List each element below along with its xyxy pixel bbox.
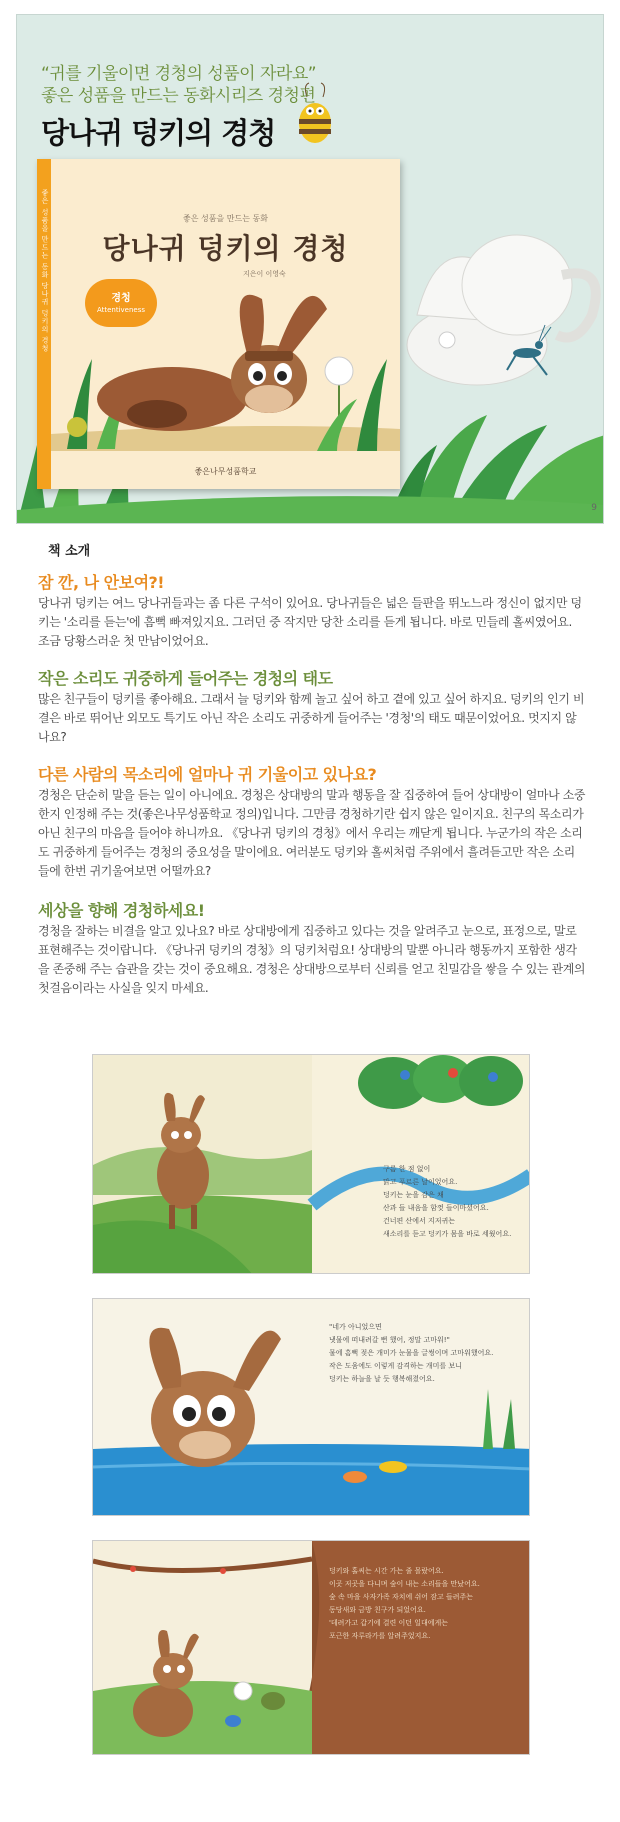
caption-line: "네가 아니었으면 — [329, 1323, 382, 1331]
book-cover-illustration — [37, 159, 400, 489]
section-heading-2: 작은 소리도 귀중하게 들어주는 경청의 태도 — [38, 669, 333, 688]
caption-line: 작은 도움에도 이렇게 감격하는 개미를 보니 — [329, 1362, 462, 1370]
caption-line: 새소리를 듣고 덩키가 몸을 바로 세웠어요. — [383, 1230, 512, 1238]
hero-quote-line2: 좋은 성품을 만드는 동화시리즈 경청편 — [41, 86, 316, 106]
section-label: 책 소개 — [48, 544, 91, 559]
caption-line: 덩키는 눈을 감은 채 — [383, 1191, 444, 1199]
book-spread-1 — [92, 1054, 530, 1274]
caption-line: 덩키는 하늘을 날 듯 행복해졌어요. — [329, 1375, 435, 1383]
caption-line: 이곳 저곳을 다니며 숲이 내는 소리들을 만났어요. — [329, 1580, 480, 1588]
caption-line: 물에 흠뻑 젖은 개미가 눈물을 글썽이며 고마워했어요. — [329, 1349, 494, 1357]
caption-line: 포근한 자루라가를 알려주었지요. — [329, 1632, 431, 1640]
spread-1-caption — [383, 1163, 511, 1241]
caption-line: '데려가고 갑기에 결련 이던 일대에게는 — [329, 1619, 449, 1627]
caption-line: 숲 속 마을 사자가족 자치에 쉬어 잠고 들려주는 — [329, 1593, 474, 1601]
book-title: 당나귀 덩키의 경청 — [102, 232, 349, 265]
hero-page-number: 9 — [591, 503, 597, 513]
caption-line: 맑고 푸르른 날이었어요. — [383, 1178, 458, 1186]
book-badge-en: Attentiveness — [96, 306, 146, 314]
spread-2-caption — [329, 1321, 493, 1386]
section-text-2: 많은 친구들이 덩키를 좋아해요. 그래서 늘 덩키와 함께 놀고 싶어 하고 곁에 있고 싶어 하지요. 덩키의 인기 비결은 바로 뛰어난 외모도 특기도 아닌 작은 소리도 귀중하게 들어주는 '경청'의 태도 때문이었어요. 멋지지 않나요? — [38, 692, 585, 744]
caption-line: 건너편 산에서 지저귀는 — [383, 1217, 456, 1225]
spread-3-caption — [329, 1565, 480, 1643]
section-text-3: 경청은 단순히 말을 듣는 일이 아니에요. 경청은 상대방의 말과 행동을 잘 집중하여 들어 상대방이 얼마나 소중한지 인정해 주는 것(좋은나무성품학교 정의)입니다. 그만큼 경청하기란 쉽지 않은 일이지요. 친구의 목소리가 아닌 친구의 마음을 들어야 하니까요. 《당나귀 덩키의 경청》에서 우리는 깨닫게 됩니다. 누군가의 작은 소리도 귀중하게 들어주는 경청의 중요성을 말이에요. 여러분도 덩키와 홀씨처럼 주위에서 흘려듣고만 작은 소리들에 한번 귀기울여보면 어떨까요? — [38, 788, 586, 878]
section-text-4: 경청을 잘하는 비결을 알고 있나요? 바로 상대방에게 집중하고 있다는 것을 알려주고 눈으로, 표정으로, 말로 표현해주는 것이랍니다. 《당나귀 덩키의 경청》의 덩키처럼요! 상대방의 말뿐 아니라 행동까지 포함한 생각을 존중해 주는 습관을 갖는 것이 중요해요. 경청은 상대방으로부터 신뢰를 얻고 친밀감을 쌓을 수 있는 관계의 첫걸음이라는 사실을 잊지 마세요. — [38, 924, 586, 995]
caption-line: 동당새와 금방 친구가 되었어요. — [329, 1606, 426, 1614]
book-spine-text: 좋은 성품을 만드는 동화 당나귀 덩키의 경청 — [41, 189, 49, 353]
hero-title: 당나귀 덩키의 경청 — [41, 116, 276, 150]
caption-line: 냇물에 떠내려갈 뻔 했어, 정말 고마워!" — [329, 1336, 450, 1344]
book-author: 지은이 이영숙 — [243, 270, 286, 278]
book-badge-ko: 경청 — [111, 293, 131, 304]
section-heading-1: 잠 깐, 나 안보여?! — [38, 573, 165, 592]
caption-line: 산과 들 내음을 함껏 들이마셨어요. — [383, 1204, 489, 1212]
book-publisher: 좋은나무성품학교 — [194, 467, 257, 476]
hero-quote-line1: “귀를 기울이면 경청의 성품이 자라요” — [41, 64, 317, 84]
book-cover — [37, 159, 400, 489]
book-spread-2 — [92, 1298, 530, 1516]
book-series: 좋은 성품을 만드는 동화 — [183, 214, 268, 223]
section-text-1: 당나귀 덩키는 여느 당나귀들과는 좀 다른 구석이 있어요. 당나귀들은 넓은 들판을 뛰노느라 정신이 없지만 덩키는 '소리를 듣는'에 흠뻑 빠져있지요. 그러던 중 작지만 당찬 소리를 듣게 됩니다. 바로 민들레 홀씨였어요. 조금 당황스러운 첫 만남이었어요. — [38, 596, 582, 648]
caption-line: 덩키와 홀씨는 시간 가는 줄 몰랐어요. — [329, 1567, 444, 1575]
book-spread-3 — [92, 1540, 530, 1755]
hero-banner — [16, 14, 604, 524]
caption-line: 구름 한 점 없이 — [383, 1165, 431, 1173]
section-heading-3: 다른 사람의 목소리에 얼마나 귀 기울이고 있나요? — [38, 765, 377, 784]
section-heading-4: 세상을 향해 경청하세요! — [38, 901, 205, 920]
